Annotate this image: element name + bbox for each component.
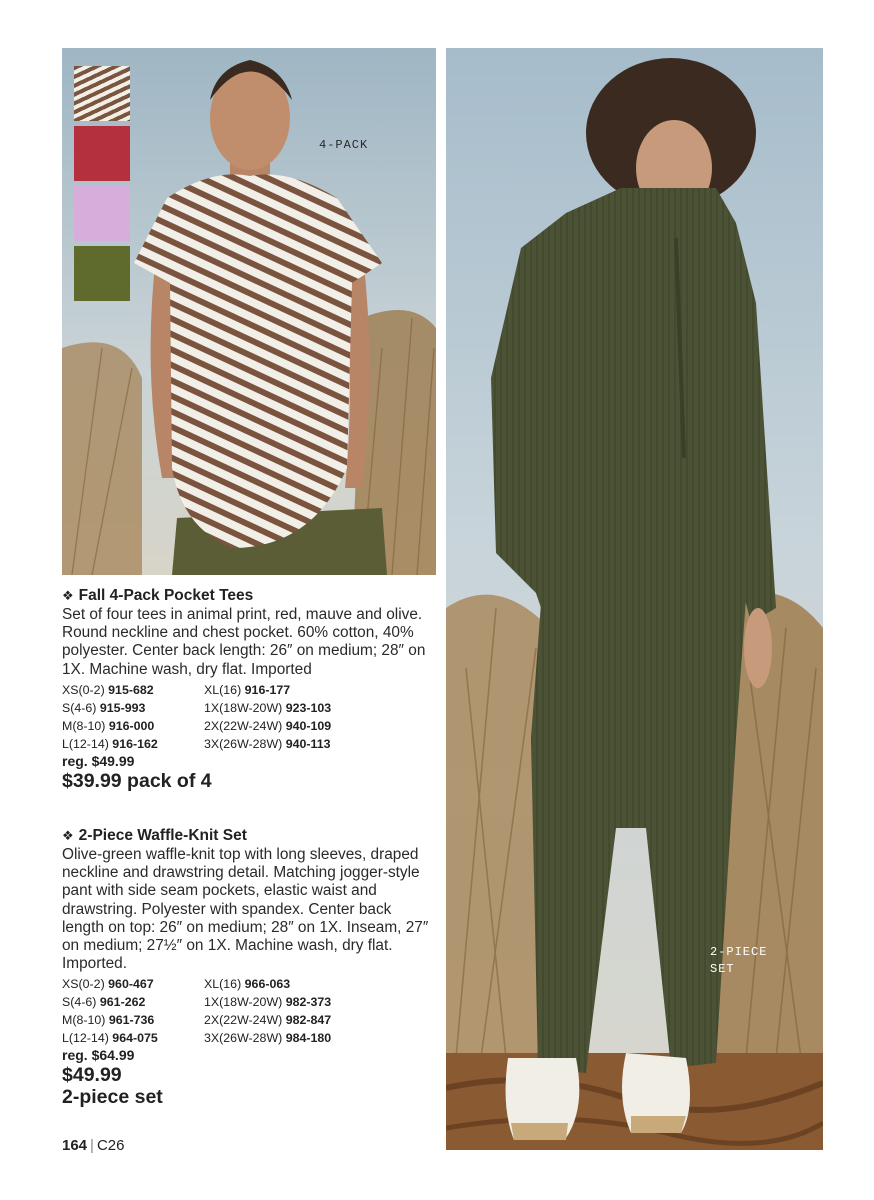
waffle-knit-set-photo bbox=[446, 48, 823, 1150]
size-entry: 3X(26W-28W) 984-180 bbox=[204, 1031, 332, 1046]
size-list bbox=[62, 975, 434, 1047]
product-title-text: 2-Piece Waffle-Knit Set bbox=[78, 827, 247, 844]
regular-price: reg. $49.99 bbox=[62, 752, 135, 769]
size-entry: XL(16) 916-177 bbox=[204, 682, 291, 697]
four-pack-label: 4-PACK bbox=[319, 138, 369, 152]
two-piece-label-line2: SET bbox=[710, 962, 735, 976]
size-entry: 2X(22W-24W) 982-847 bbox=[204, 1013, 332, 1028]
size-row bbox=[62, 1029, 434, 1047]
size-entry: XS(0-2) 915-682 bbox=[62, 682, 154, 697]
bullet-icon: ❖ bbox=[62, 828, 74, 843]
size-entry: 1X(18W-20W) 923-103 bbox=[204, 700, 332, 715]
size-row bbox=[62, 717, 434, 735]
product-fall-4-pack-tees bbox=[62, 586, 434, 792]
size-entry: 2X(22W-24W) 940-109 bbox=[204, 718, 332, 733]
color-swatches bbox=[74, 66, 130, 306]
catalog-code: C26 bbox=[96, 1137, 125, 1154]
size-entry: M(8-10) 916-000 bbox=[62, 718, 155, 733]
two-piece-set-label bbox=[710, 944, 767, 978]
size-row bbox=[62, 699, 434, 717]
size-entry: M(8-10) 961-736 bbox=[62, 1013, 155, 1028]
swatch-olive bbox=[74, 246, 130, 301]
size-entry: L(12-14) 916-162 bbox=[62, 736, 158, 751]
product-title bbox=[62, 586, 434, 606]
size-entry: S(4-6) 961-262 bbox=[62, 995, 146, 1010]
regular-price: reg. $64.99 bbox=[62, 1047, 135, 1064]
product-description: Olive-green waffle-knit top with long sleeves, draped neckline and drawstring detail. Matching jogger-style pant with side seam pockets, elastic waist and drawstring. Polyester with spandex. Center back length on top: 26″ on medium; 28″ on 1X. Inseam, 27″ on medium; 27½″ on 1X. Machine wash, dry flat. Imported. bbox=[62, 846, 429, 973]
size-row bbox=[62, 1011, 434, 1029]
size-row bbox=[62, 681, 434, 699]
size-entry: 3X(26W-28W) 940-113 bbox=[204, 736, 331, 751]
product-2-piece-waffle-knit-set bbox=[62, 826, 434, 1108]
product-description: Set of four tees in animal print, red, mauve and olive. Round neckline and chest pocket. 60% cotton, 40% polyester. Center back length: 26″ on medium; 28″ on 1X. Machine wash, dry flat. Imported bbox=[62, 606, 426, 678]
size-entry: 1X(18W-20W) 982-373 bbox=[204, 995, 332, 1010]
size-entry: L(12-14) 964-075 bbox=[62, 1031, 158, 1046]
size-row bbox=[62, 735, 434, 753]
swatch-red bbox=[74, 126, 130, 181]
sale-price: $39.99 pack of 4 bbox=[62, 769, 212, 792]
swatch-animal-print bbox=[74, 66, 130, 121]
size-list bbox=[62, 681, 434, 753]
size-entry: S(4-6) 915-993 bbox=[62, 700, 146, 715]
size-row bbox=[62, 993, 434, 1011]
product-title-text: Fall 4-Pack Pocket Tees bbox=[78, 587, 254, 604]
swatch-mauve bbox=[74, 186, 130, 241]
size-entry: XS(0-2) 960-467 bbox=[62, 977, 154, 992]
two-piece-label-line1: 2-PIECE bbox=[710, 945, 768, 959]
price-unit: 2-piece set bbox=[62, 1086, 163, 1109]
bullet-icon: ❖ bbox=[62, 588, 74, 603]
page-folio bbox=[62, 1137, 124, 1154]
sale-price: $49.99 bbox=[62, 1064, 122, 1087]
folio-separator: | bbox=[90, 1137, 94, 1154]
size-row bbox=[62, 975, 434, 993]
page-number: 164 bbox=[62, 1137, 88, 1154]
size-entry: XL(16) 966-063 bbox=[204, 977, 291, 992]
product-title bbox=[62, 826, 434, 846]
